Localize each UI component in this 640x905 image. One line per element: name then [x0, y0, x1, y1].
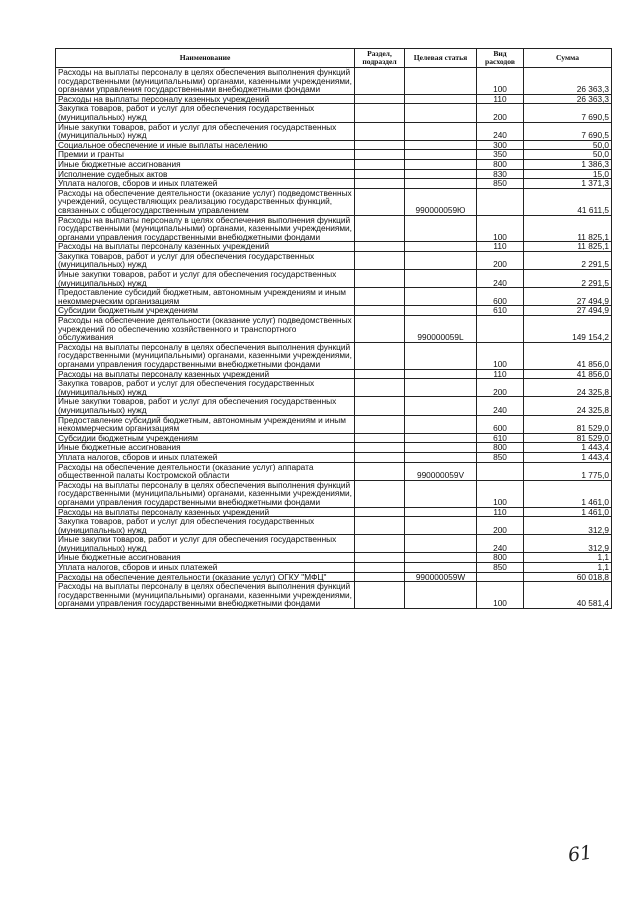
cell-name: Исполнение судебных актов [56, 169, 355, 179]
table-row [56, 270, 612, 288]
cell-name: Иные закупки товаров, работ и услуг для обеспечения государственных (муниципальных) нужд [56, 122, 355, 140]
cell-sum: 1 371,3 [524, 179, 612, 189]
cell-razdel [355, 517, 405, 535]
cell-name: Иные закупки товаров, работ и услуг для обеспечения государственных (муниципальных) нужд [56, 397, 355, 415]
cell-vid: 100 [477, 68, 524, 95]
table-row [56, 452, 612, 462]
cell-razdel [355, 535, 405, 553]
cell-sum: 60 018,8 [524, 572, 612, 582]
cell-sum: 27 494,9 [524, 288, 612, 306]
cell-csr [405, 140, 477, 150]
cell-vid: 610 [477, 306, 524, 316]
cell-vid [477, 188, 524, 215]
cell-razdel [355, 443, 405, 453]
table-header-row [56, 49, 612, 68]
table-row [56, 342, 612, 369]
table-row [56, 188, 612, 215]
cell-csr [405, 452, 477, 462]
cell-razdel [355, 251, 405, 269]
table-row [56, 306, 612, 316]
cell-sum: 2 291,5 [524, 270, 612, 288]
cell-csr: 990000059Ю [405, 188, 477, 215]
cell-csr [405, 215, 477, 242]
cell-vid: 850 [477, 452, 524, 462]
cell-csr [405, 342, 477, 369]
cell-name: Расходы на выплаты персоналу в целях обеспечения выполнения функций государственными (муниципальными) органами, казенными учреждениями, органами управления государственными внебюджетными фондами [56, 342, 355, 369]
cell-sum: 1 775,0 [524, 462, 612, 480]
cell-sum: 41 611,5 [524, 188, 612, 215]
cell-csr [405, 288, 477, 306]
cell-csr [405, 150, 477, 160]
cell-name: Расходы на выплаты персоналу в целях обеспечения выполнения функций государственными (муниципальными) органами, казенными учреждениями, органами управления государственными внебюджетными фондами [56, 582, 355, 609]
cell-name: Расходы на обеспечение деятельности (оказание услуг) подведомственных учреждений по обеспечению хозяйственного и транспортного обслуживания [56, 316, 355, 343]
cell-csr [405, 507, 477, 517]
header-csr: Целевая статья [405, 49, 477, 68]
cell-vid: 800 [477, 443, 524, 453]
cell-razdel [355, 462, 405, 480]
table-row [56, 288, 612, 306]
cell-vid: 100 [477, 215, 524, 242]
cell-sum: 1 443,4 [524, 452, 612, 462]
table-row [56, 415, 612, 433]
cell-razdel [355, 397, 405, 415]
cell-name: Иные бюджетные ассигнования [56, 443, 355, 453]
cell-sum: 81 529,0 [524, 433, 612, 443]
cell-vid: 200 [477, 517, 524, 535]
cell-sum: 41 856,0 [524, 369, 612, 379]
cell-vid: 600 [477, 288, 524, 306]
cell-sum: 26 363,3 [524, 68, 612, 95]
table-row [56, 553, 612, 563]
table-row [56, 94, 612, 104]
cell-csr: 990000059L [405, 316, 477, 343]
header-vid: Вид расходов [477, 49, 524, 68]
cell-name: Расходы на выплаты персоналу казенных учреждений [56, 507, 355, 517]
table-row [56, 535, 612, 553]
cell-name: Уплата налогов, сборов и иных платежей [56, 179, 355, 189]
cell-vid: 350 [477, 150, 524, 160]
cell-vid: 800 [477, 553, 524, 563]
cell-csr [405, 104, 477, 122]
cell-vid: 240 [477, 535, 524, 553]
cell-csr [405, 397, 477, 415]
cell-csr [405, 582, 477, 609]
cell-vid: 110 [477, 94, 524, 104]
cell-name: Расходы на выплаты персоналу казенных учреждений [56, 242, 355, 252]
cell-csr [405, 480, 477, 507]
cell-sum: 24 325,8 [524, 397, 612, 415]
cell-sum: 1 461,0 [524, 507, 612, 517]
cell-csr [405, 179, 477, 189]
cell-vid [477, 572, 524, 582]
cell-vid: 200 [477, 251, 524, 269]
table-row [56, 122, 612, 140]
cell-razdel [355, 104, 405, 122]
cell-name: Закупка товаров, работ и услуг для обеспечения государственных (муниципальных) нужд [56, 251, 355, 269]
cell-vid: 110 [477, 369, 524, 379]
cell-csr: 990000059V [405, 462, 477, 480]
cell-name: Закупка товаров, работ и услуг для обеспечения государственных (муниципальных) нужд [56, 517, 355, 535]
cell-vid [477, 316, 524, 343]
cell-sum: 312,9 [524, 517, 612, 535]
cell-name: Иные закупки товаров, работ и услуг для обеспечения государственных (муниципальных) нужд [56, 535, 355, 553]
cell-name: Социальное обеспечение и иные выплаты населению [56, 140, 355, 150]
cell-sum: 1 443,4 [524, 443, 612, 453]
table-row [56, 140, 612, 150]
cell-sum: 7 690,5 [524, 104, 612, 122]
cell-sum: 1 386,3 [524, 159, 612, 169]
cell-razdel [355, 169, 405, 179]
cell-vid: 240 [477, 270, 524, 288]
cell-razdel [355, 306, 405, 316]
cell-vid: 100 [477, 342, 524, 369]
cell-name: Расходы на обеспечение деятельности (оказание услуг) подведомственных учреждений, осуществляющих реализацию государственных функций, связанных с общегосударственным управлением [56, 188, 355, 215]
header-razdel: Раздел, подраздел [355, 49, 405, 68]
cell-vid: 600 [477, 415, 524, 433]
cell-sum: 1 461,0 [524, 480, 612, 507]
cell-razdel [355, 215, 405, 242]
cell-vid: 610 [477, 433, 524, 443]
cell-sum: 312,9 [524, 535, 612, 553]
cell-csr [405, 553, 477, 563]
cell-name: Закупка товаров, работ и услуг для обеспечения государственных (муниципальных) нужд [56, 104, 355, 122]
cell-name: Расходы на выплаты персоналу казенных учреждений [56, 369, 355, 379]
table-row [56, 563, 612, 573]
cell-razdel [355, 159, 405, 169]
cell-csr [405, 563, 477, 573]
table-row [56, 397, 612, 415]
cell-csr [405, 415, 477, 433]
table-row [56, 369, 612, 379]
table-row [56, 517, 612, 535]
cell-vid [477, 462, 524, 480]
cell-name: Премии и гранты [56, 150, 355, 160]
cell-sum: 50,0 [524, 150, 612, 160]
table-row [56, 507, 612, 517]
cell-razdel [355, 582, 405, 609]
cell-sum: 149 154,2 [524, 316, 612, 343]
cell-name: Закупка товаров, работ и услуг для обеспечения государственных (муниципальных) нужд [56, 379, 355, 397]
cell-razdel [355, 433, 405, 443]
cell-name: Расходы на выплаты персоналу в целях обеспечения выполнения функций государственными (муниципальными) органами, казенными учреждениями, органами управления государственными внебюджетными фондами [56, 68, 355, 95]
cell-sum: 41 856,0 [524, 342, 612, 369]
cell-name: Расходы на обеспечение деятельности (оказание услуг) аппарата общественной палаты Костромской области [56, 462, 355, 480]
cell-name: Расходы на выплаты персоналу в целях обеспечения выполнения функций государственными (муниципальными) органами, казенными учреждениями, органами управления государственными внебюджетными фондами [56, 480, 355, 507]
cell-name: Уплата налогов, сборов и иных платежей [56, 563, 355, 573]
table-row [56, 443, 612, 453]
cell-vid: 200 [477, 379, 524, 397]
cell-razdel [355, 179, 405, 189]
cell-csr [405, 94, 477, 104]
cell-name: Расходы на выплаты персоналу в целях обеспечения выполнения функций государственными (муниципальными) органами, казенными учреждениями, органами управления государственными внебюджетными фондами [56, 215, 355, 242]
cell-razdel [355, 369, 405, 379]
cell-csr [405, 306, 477, 316]
cell-razdel [355, 415, 405, 433]
table-row [56, 179, 612, 189]
cell-sum: 11 825,1 [524, 215, 612, 242]
cell-razdel [355, 507, 405, 517]
cell-razdel [355, 242, 405, 252]
cell-csr: 990000059W [405, 572, 477, 582]
cell-vid: 100 [477, 582, 524, 609]
cell-vid: 200 [477, 104, 524, 122]
cell-name: Расходы на обеспечение деятельности (оказание услуг) ОГКУ "МФЦ" [56, 572, 355, 582]
table-body [56, 68, 612, 609]
cell-csr [405, 517, 477, 535]
cell-razdel [355, 270, 405, 288]
cell-vid: 100 [477, 480, 524, 507]
cell-csr [405, 242, 477, 252]
cell-name: Предоставление субсидий бюджетным, автономным учреждениям и иным некоммерческим организациям [56, 415, 355, 433]
cell-csr [405, 159, 477, 169]
cell-razdel [355, 122, 405, 140]
table-row [56, 251, 612, 269]
cell-csr [405, 169, 477, 179]
cell-csr [405, 443, 477, 453]
cell-csr [405, 535, 477, 553]
cell-vid: 110 [477, 242, 524, 252]
table-row [56, 215, 612, 242]
cell-sum: 50,0 [524, 140, 612, 150]
cell-sum: 2 291,5 [524, 251, 612, 269]
cell-vid: 850 [477, 179, 524, 189]
cell-csr [405, 379, 477, 397]
table-row [56, 480, 612, 507]
cell-sum: 7 690,5 [524, 122, 612, 140]
cell-razdel [355, 288, 405, 306]
page-number: 61 [566, 841, 594, 867]
cell-sum: 11 825,1 [524, 242, 612, 252]
table-row [56, 169, 612, 179]
cell-vid: 300 [477, 140, 524, 150]
cell-sum: 15,0 [524, 169, 612, 179]
cell-razdel [355, 316, 405, 343]
cell-razdel [355, 150, 405, 160]
cell-name: Иные бюджетные ассигнования [56, 159, 355, 169]
cell-razdel [355, 553, 405, 563]
cell-razdel [355, 188, 405, 215]
table-row [56, 159, 612, 169]
cell-csr [405, 251, 477, 269]
cell-csr [405, 433, 477, 443]
cell-csr [405, 270, 477, 288]
cell-sum: 26 363,3 [524, 94, 612, 104]
table-row [56, 433, 612, 443]
cell-razdel [355, 68, 405, 95]
cell-name: Иные закупки товаров, работ и услуг для обеспечения государственных (муниципальных) нужд [56, 270, 355, 288]
cell-name: Предоставление субсидий бюджетным, автономным учреждениям и иным некоммерческим организациям [56, 288, 355, 306]
cell-csr [405, 122, 477, 140]
cell-razdel [355, 379, 405, 397]
cell-razdel [355, 452, 405, 462]
cell-razdel [355, 94, 405, 104]
cell-name: Субсидии бюджетным учреждениям [56, 306, 355, 316]
table-row [56, 104, 612, 122]
table-row [56, 242, 612, 252]
cell-vid: 800 [477, 159, 524, 169]
cell-sum: 1,1 [524, 553, 612, 563]
cell-sum: 24 325,8 [524, 379, 612, 397]
header-sum: Сумма [524, 49, 612, 68]
cell-vid: 240 [477, 397, 524, 415]
cell-razdel [355, 563, 405, 573]
cell-sum: 1,1 [524, 563, 612, 573]
cell-name: Иные бюджетные ассигнования [56, 553, 355, 563]
cell-razdel [355, 572, 405, 582]
header-name: Наименование [56, 49, 355, 68]
table-row [56, 150, 612, 160]
cell-name: Расходы на выплаты персоналу казенных учреждений [56, 94, 355, 104]
cell-csr [405, 68, 477, 95]
cell-sum: 40 581,4 [524, 582, 612, 609]
cell-razdel [355, 140, 405, 150]
table-row [56, 379, 612, 397]
table-row [56, 316, 612, 343]
table-row [56, 68, 612, 95]
table-row [56, 582, 612, 609]
cell-name: Уплата налогов, сборов и иных платежей [56, 452, 355, 462]
cell-vid: 850 [477, 563, 524, 573]
budget-table [55, 48, 612, 609]
cell-razdel [355, 480, 405, 507]
cell-name: Субсидии бюджетным учреждениям [56, 433, 355, 443]
table-row [56, 462, 612, 480]
cell-sum: 81 529,0 [524, 415, 612, 433]
cell-sum: 27 494,9 [524, 306, 612, 316]
cell-vid: 830 [477, 169, 524, 179]
table-row [56, 572, 612, 582]
cell-csr [405, 369, 477, 379]
cell-vid: 110 [477, 507, 524, 517]
cell-razdel [355, 342, 405, 369]
cell-vid: 240 [477, 122, 524, 140]
